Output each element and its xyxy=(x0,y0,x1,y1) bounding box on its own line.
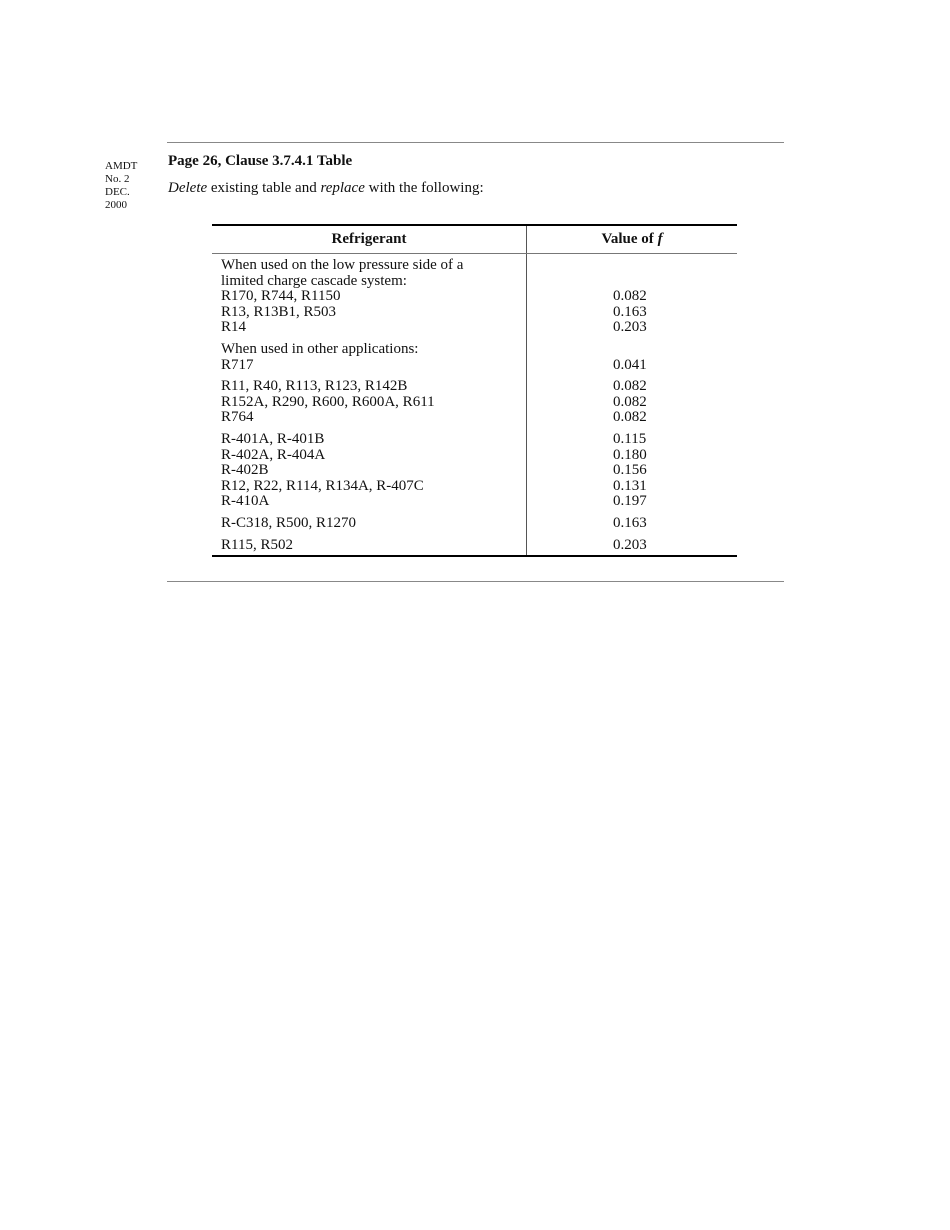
value-group xyxy=(527,342,737,373)
refrigerant-cell: R152A, R290, R600, R600A, R611 xyxy=(221,393,435,410)
value-cell xyxy=(527,274,737,290)
refrigerant-cell: R717 xyxy=(221,356,254,373)
table-header-row xyxy=(212,226,737,254)
value-cell: 0.180 xyxy=(613,446,647,463)
margin-note-line: No. 2 xyxy=(105,173,130,185)
refrigerant-group xyxy=(221,538,526,554)
refrigerant-column xyxy=(212,254,527,555)
value-group xyxy=(527,258,737,336)
value-cell: 0.197 xyxy=(613,493,647,510)
instruction-middle: existing table and xyxy=(207,180,321,196)
value-cell: 0.156 xyxy=(613,462,647,479)
refrigerant-cell: R170, R744, R1150 xyxy=(221,288,341,305)
refrigerant-cell: When used in other applications: xyxy=(221,340,419,357)
value-cell: 0.082 xyxy=(613,409,647,426)
value-group xyxy=(527,379,737,426)
clause-heading: Page 26, Clause 3.7.4.1 Table xyxy=(168,153,353,169)
value-cell: 0.203 xyxy=(613,536,647,553)
margin-note-line: DEC. xyxy=(105,186,130,198)
value-cell: 0.082 xyxy=(613,288,647,305)
value-cell: 0.163 xyxy=(613,514,647,531)
refrigerant-cell: R11, R40, R113, R123, R142B xyxy=(221,378,408,395)
top-rule xyxy=(167,142,784,143)
value-cell: 0.163 xyxy=(613,303,647,320)
replace-word: replace xyxy=(320,180,365,196)
header-value-prefix: Value of xyxy=(601,231,658,247)
header-value-of-f xyxy=(527,226,737,253)
refrigerant-cell: R14 xyxy=(221,319,247,336)
value-cell xyxy=(527,258,737,274)
refrigerant-group xyxy=(221,258,526,336)
instruction-end: with the following: xyxy=(364,180,484,196)
value-cell: 0.082 xyxy=(613,378,647,395)
refrigerant-table xyxy=(212,224,737,557)
value-column xyxy=(527,254,737,555)
refrigerant-cell: R-402B xyxy=(221,462,269,479)
bottom-rule xyxy=(167,581,784,582)
amendment-margin-note xyxy=(105,160,137,212)
refrigerant-cell: R115, R502 xyxy=(221,536,293,553)
value-group xyxy=(527,516,737,532)
refrigerant-group xyxy=(221,342,526,373)
refrigerant-cell: limited charge cascade system: xyxy=(221,272,407,289)
refrigerant-cell: R13, R13B1, R503 xyxy=(221,303,337,320)
margin-note-line: AMDT xyxy=(105,160,138,172)
refrigerant-cell: R-410A xyxy=(221,493,270,510)
refrigerant-cell: R-401A, R-401B xyxy=(221,430,325,447)
refrigerant-cell: R12, R22, R114, R134A, R-407C xyxy=(221,477,424,494)
refrigerant-cell: When used on the low pressure side of a xyxy=(221,257,464,273)
value-cell: 0.131 xyxy=(613,477,647,494)
refrigerant-group xyxy=(221,379,526,426)
refrigerant-cell: R-402A, R-404A xyxy=(221,446,326,463)
value-cell: 0.041 xyxy=(613,356,647,373)
header-refrigerant: Refrigerant xyxy=(212,226,527,253)
table-body xyxy=(212,254,737,555)
instruction-text xyxy=(168,180,484,197)
margin-note-line: 2000 xyxy=(105,199,127,211)
value-group xyxy=(527,538,737,554)
value-cell: 0.115 xyxy=(613,430,647,447)
value-cell xyxy=(527,342,737,358)
delete-word: Delete xyxy=(168,180,208,196)
refrigerant-cell: R764 xyxy=(221,409,254,426)
value-cell: 0.203 xyxy=(613,319,647,336)
refrigerant-group xyxy=(221,516,526,532)
value-group xyxy=(527,432,737,510)
refrigerant-cell: R-C318, R500, R1270 xyxy=(221,514,357,531)
refrigerant-group xyxy=(221,432,526,510)
header-value-symbol: f xyxy=(657,231,663,247)
value-cell: 0.082 xyxy=(613,393,647,410)
